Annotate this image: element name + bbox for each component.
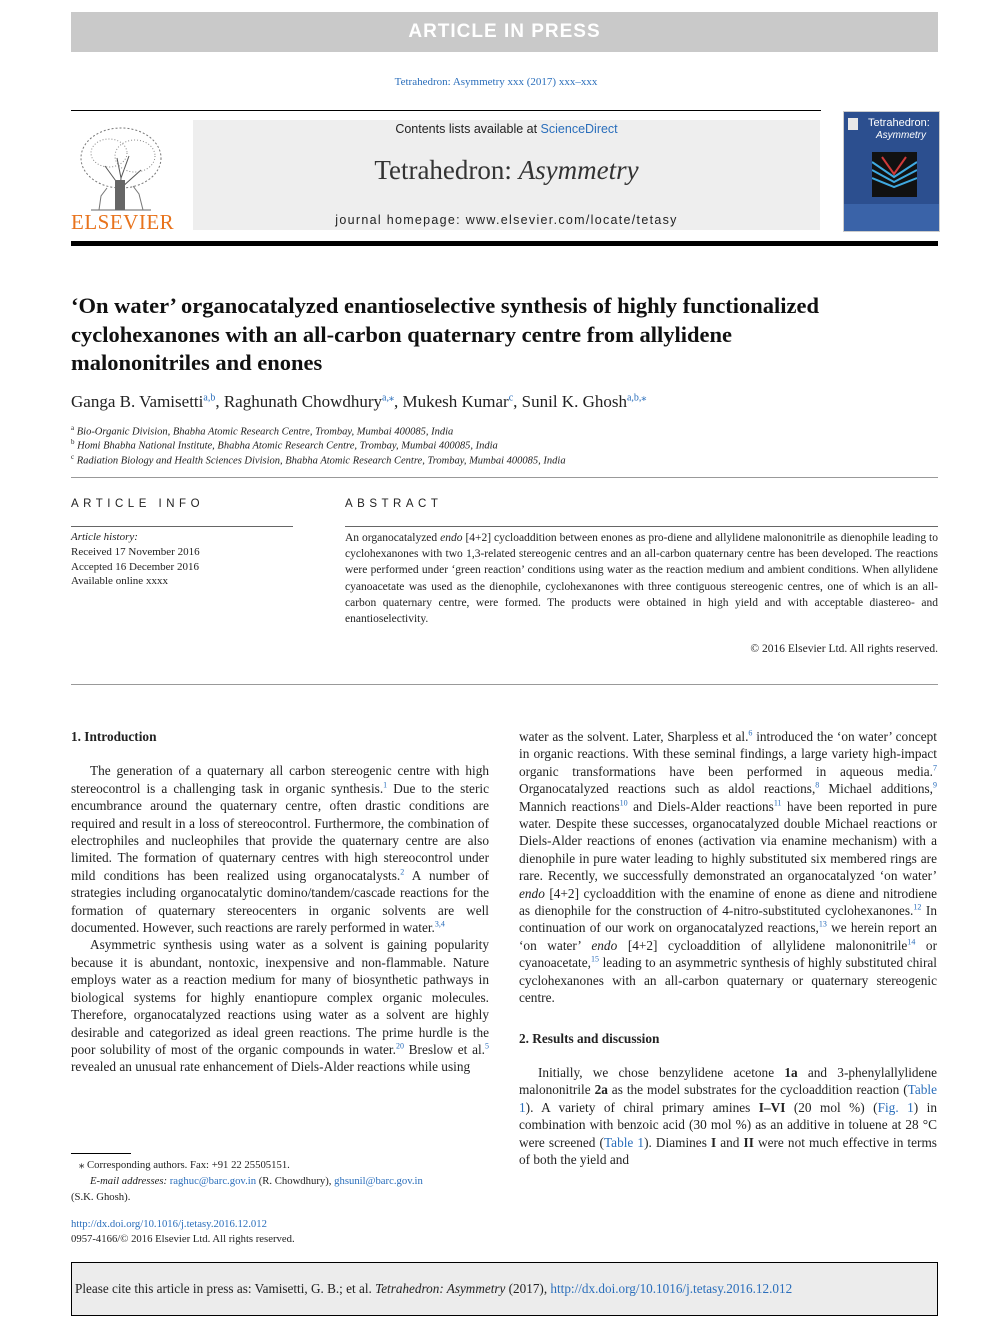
citation-line-text: Tetrahedron: Asymmetry xxx (2017) xxx–xxx [394, 76, 598, 88]
article-info-rule [71, 526, 293, 527]
compound-2a: 2a [594, 1082, 608, 1098]
author-1[interactable] [71, 392, 215, 411]
journal-title-part-a: Tetrahedron: [374, 155, 519, 185]
ref-2[interactable]: 2 [400, 867, 405, 877]
abstract-part-1: An organocatalyzed [345, 532, 441, 544]
abstract-heading: ABSTRACT [345, 498, 443, 510]
cite-journal: Tetrahedron: Asymmetry [375, 1281, 506, 1296]
diamine-I: I [710, 1134, 717, 1150]
accepted-date: Accepted 16 December 2016 [71, 560, 199, 573]
author-2-name: Raghunath Chowdhury [223, 392, 383, 411]
author-3-separator: , [513, 392, 522, 411]
results-g: ). Diamines [644, 1134, 711, 1150]
journal-citation-line[interactable] [0, 76, 992, 88]
contents-prefix: Contents lists available at [395, 122, 541, 136]
article-in-press-banner: ARTICLE IN PRESS [71, 12, 938, 52]
author-3[interactable] [402, 392, 513, 411]
article-history [71, 530, 293, 589]
journal-homepage[interactable]: journal homepage: www.elsevier.com/locate/tetasy [335, 213, 678, 227]
header-thick-rule [71, 241, 938, 246]
author-1-affil: a,b [203, 392, 216, 404]
affiliation-b-marker: b [71, 438, 75, 446]
author-3-affil: c [508, 392, 514, 404]
abstract-copyright: © 2016 Elsevier Ltd. All rights reserved. [750, 643, 938, 655]
intro-p3-m: leading to an asymmetric synthesis of highly substituted chiral cyclohexanones with an all-carbon quaternary or quaternary stereogenic centre. [519, 955, 937, 1006]
intro-p1-c: A number of strategies including organocatalytic domino/tandem/cascade reactions for the formation of quaternary stereocenters in organic solvents are well documented. However, such reactions are rarely performed in water. [71, 867, 489, 936]
cover-elsevier-mark [848, 118, 858, 130]
author-4[interactable] [522, 392, 647, 411]
history-label: Article history: [71, 531, 138, 543]
left-column [71, 728, 489, 1076]
email-note [71, 1173, 489, 1189]
intro-p3-k: [4+2] cycloaddition of allylidene malononitrile [617, 937, 908, 953]
cite-prefix: Please cite this article in press as: Vamisetti, G. B.; et al. [75, 1281, 376, 1296]
intro-paragraph-2 [71, 936, 489, 1075]
corresponding-note [71, 1157, 489, 1173]
footnote-rule [71, 1153, 131, 1154]
affiliation-a [71, 424, 931, 438]
intro-p1-a: The generation of a quaternary all carbon stereogenic centre with high stereocontrol is a challenging task in organic synthesis. [71, 763, 489, 796]
results-a: Initially, we chose benzylidene acetone [538, 1064, 785, 1080]
footnote-block [71, 1157, 489, 1205]
email-owner-1: (R. Chowdhury), [256, 1175, 335, 1187]
cover-title [868, 117, 930, 142]
ref-20[interactable]: 20 [395, 1041, 404, 1051]
affiliation-c-text: Radiation Biology and Health Sciences Division, Bhabha Atomic Research Centre, Trombay, Mumbai 400085, India [76, 455, 566, 467]
fig-1-link[interactable]: Fig. 1 [877, 1099, 914, 1115]
diamine-II: II [743, 1134, 754, 1150]
intro-p2-b: Breslow et al. [403, 1041, 485, 1057]
abstract-rule [345, 526, 938, 527]
intro-heading: 1. Introduction [71, 729, 157, 744]
results-f: ) in combination with benzoic acid (30 mol %) as an additive in toluene at 28 °C were screened ( [519, 1099, 937, 1150]
doi-link[interactable]: http://dx.doi.org/10.1016/j.tetasy.2016.12.012 [71, 1218, 267, 1230]
intro-p1-b: Due to the steric encumbrance around the quaternary centre, often drastic conditions are required and result in a loss of stereocontrol. Furthermore, the combination of electrophiles and nucleophiles that provide the quaternary centre are also limited. The formation of quaternary centres with high stereocontrol under mild conditions has been realized using organocatalysts. [71, 780, 489, 883]
cover-title-part-a: Tetrahedron: [868, 117, 930, 129]
ref-1[interactable]: 1 [383, 780, 388, 790]
online-date: Available online xxxx [71, 575, 168, 588]
compound-1a: 1a [784, 1064, 798, 1080]
author-4-name: Sunil K. Ghosh [521, 392, 627, 411]
ref-14[interactable]: 14 [907, 937, 916, 947]
author-2[interactable] [224, 392, 394, 411]
received-date: Received 17 November 2016 [71, 545, 200, 558]
author-3-name: Mukesh Kumar [402, 392, 509, 411]
affiliation-a-text: Bio-Organic Division, Bhabha Atomic Research Centre, Trombay, Mumbai 400085, India [76, 426, 454, 438]
article-title: ‘On water’ organocatalyzed enantioselective synthesis of highly functionalized cyclohexanones with an all-carbon quaternary centre from allylidene malononitriles and enones [71, 293, 820, 375]
intro-p3-i: In continuation of our work on organocatalyzed reactions, [519, 903, 938, 936]
cover-title-part-b: Asymmetry [876, 130, 926, 141]
results-i: were not much effective in terms of both the yield and [519, 1134, 937, 1167]
results-paragraph-1 [519, 1064, 937, 1168]
affiliation-c-marker: c [71, 453, 75, 461]
ref-9[interactable]: 9 [933, 780, 937, 790]
affiliation-c [71, 453, 931, 467]
cover-artwork [872, 152, 917, 197]
table-1-link-2[interactable]: Table 1 [603, 1134, 645, 1150]
email-owner-2: (S.K. Ghosh). [71, 1191, 131, 1203]
affiliation-b [71, 438, 931, 452]
footnote-star: ⁎ [79, 1159, 85, 1171]
intro-p3-endo-1: endo [519, 885, 545, 901]
ref-6[interactable]: 6 [748, 728, 753, 738]
issn-line: 0957-4166/© 2016 Elsevier Ltd. All rights reserved. [71, 1233, 295, 1245]
cite-this-article-text [75, 1281, 935, 1297]
table-1-link[interactable]: Table 1 [519, 1082, 937, 1115]
ref-10[interactable]: 10 [619, 798, 628, 808]
intro-p2-a: Asymmetric synthesis using water as a solvent is gaining popularity because it is abundant, nontoxic, inexpensive and non-flammable. Nature employs water as a reaction medium for many of biosynthetic pathways in biological systems for highly enantiopure complex organic molecules. Therefore, organocatalyzed reactions using water as a solvent are highly desirable and categorized as ideal green reactions. The prime hurdle is the poor solubility of most of the organic compounds in water. [71, 937, 489, 1057]
ref-5[interactable]: 5 [485, 1041, 489, 1051]
intro-p3-endo-2: endo [591, 937, 618, 953]
journal-title-part-b: Asymmetry [518, 155, 639, 185]
cite-year: (2017), [505, 1281, 551, 1296]
elsevier-wordmark: ELSEVIER [71, 210, 175, 234]
ref-8[interactable]: 8 [815, 780, 820, 790]
results-b: and 3-phenylallylidene malononitrile [519, 1064, 937, 1098]
intro-p3-h: [4+2] cycloaddition with the enamine of enone as diene and nitrodiene as dienophile for the construction of 4-nitro-substituted cyclohexanones. [519, 885, 937, 919]
journal-title[interactable] [193, 155, 820, 186]
author-2-separator: , [393, 392, 403, 411]
corresponding-text: Corresponding authors. Fax: +91 22 25505151. [84, 1159, 290, 1171]
author-1-separator: , [215, 392, 224, 411]
intro-p3-e: Mannich reactions [519, 798, 620, 814]
cover-artwork-graphic [872, 152, 917, 197]
info-top-rule [71, 477, 938, 478]
results-e: (20 mol %) ( [785, 1099, 878, 1115]
intro-p2-c: revealed an unusual rate enhancement of Diels-Alder reactions while using [71, 1059, 471, 1075]
intro-p3-f: and Diels-Alder reactions [627, 798, 774, 814]
abstract-endo: endo [440, 532, 463, 544]
results-heading: 2. Results and discussion [519, 1030, 660, 1046]
article-info-heading: ARTICLE INFO [71, 498, 205, 510]
author-1-name: Ganga B. Vamisetti [71, 392, 204, 411]
results-d: ). A variety of chiral primary amines [525, 1099, 759, 1115]
intro-paragraph-3 [519, 728, 937, 1007]
affiliation-a-marker: a [71, 424, 75, 432]
intro-p3-a: water as the solvent. Later, Sharpless et al. [519, 729, 749, 744]
abstract-part-2: [4+2] cycloaddition between enones as pro-diene and allylidene malononitrile as dienophile leading to cyclohexanones with two 1,3-related stereogenic centres and an all-carbon quaternary centre has been developed. The reactions were performed under ‘green reaction’ conditions using water as the reaction medium and ambient conditions. When allylidene cyanoacetate was used as the dienophile, cyclohexanones with three contiguous stereogenic centres, one of which is an all-carbon quaternary centre, were formed. The products were obtained in high yield and with acceptable diastereo- and enantioselectivity. [345, 532, 938, 626]
intro-p3-l: or cyanoacetate, [519, 937, 938, 971]
ref-7[interactable]: 7 [933, 763, 937, 773]
right-column [519, 728, 937, 1168]
ref-3-4[interactable]: 3,4 [434, 919, 445, 929]
results-c: as the model substrates for the cycloaddition reaction ( [607, 1082, 908, 1098]
affiliation-b-text: Homi Bhabha National Institute, Bhabha Atomic Research Centre, Trombay, Mumbai 400085, India [77, 440, 498, 452]
abstract-text [345, 530, 938, 627]
author-list [71, 392, 931, 412]
cover-footer-band [844, 204, 939, 231]
results-h: and [716, 1134, 744, 1150]
intro-p3-j: we herein report an ‘on water’ [519, 920, 938, 953]
sciencedirect-link[interactable]: ScienceDirect [540, 122, 618, 136]
doi-block [71, 1217, 489, 1247]
email-link-2[interactable]: ghsunil@barc.gov.in [334, 1175, 423, 1187]
ref-11[interactable]: 11 [773, 798, 782, 808]
ref-13[interactable]: 13 [818, 920, 827, 930]
body-top-rule [71, 684, 938, 685]
email-label: E-mail addresses: [90, 1175, 168, 1187]
cite-doi-link[interactable]: http://dx.doi.org/10.1016/j.tetasy.2016.12.012 [550, 1281, 793, 1296]
intro-p3-g: have been reported in pure water. Despite these successes, organocatalyzed double Michael reactions or Diels-Alder reactions of enones (activation via enamine mechanism) with a dienophile in pure water leading to highly substituted six membered rings are rare. Recently, we successfully demonstrated an organocatalyzed ‘on water’ [519, 798, 938, 884]
header-divider [71, 110, 821, 111]
intro-paragraph-1 [71, 762, 489, 936]
author-4-affil: a,b,⁎ [626, 392, 647, 404]
intro-p3-c: Organocatalyzed reactions such as aldol reactions, [519, 781, 816, 797]
intro-p3-b: introduced the ‘on water’ concept in organic reactions. With these seminal findings, a large variety high-impact organic transformations have been performed in aqueous media. [519, 729, 937, 779]
journal-cover-thumbnail[interactable] [843, 111, 940, 232]
ref-12[interactable]: 12 [913, 902, 922, 912]
ref-15[interactable]: 15 [590, 954, 599, 964]
contents-line [193, 122, 820, 136]
intro-p3-d: Michael additions, [819, 781, 933, 797]
amines-range: I–VI [758, 1099, 786, 1115]
author-2-affil: a,⁎ [382, 392, 394, 404]
email-link-1[interactable]: raghuc@barc.gov.in [169, 1175, 257, 1187]
